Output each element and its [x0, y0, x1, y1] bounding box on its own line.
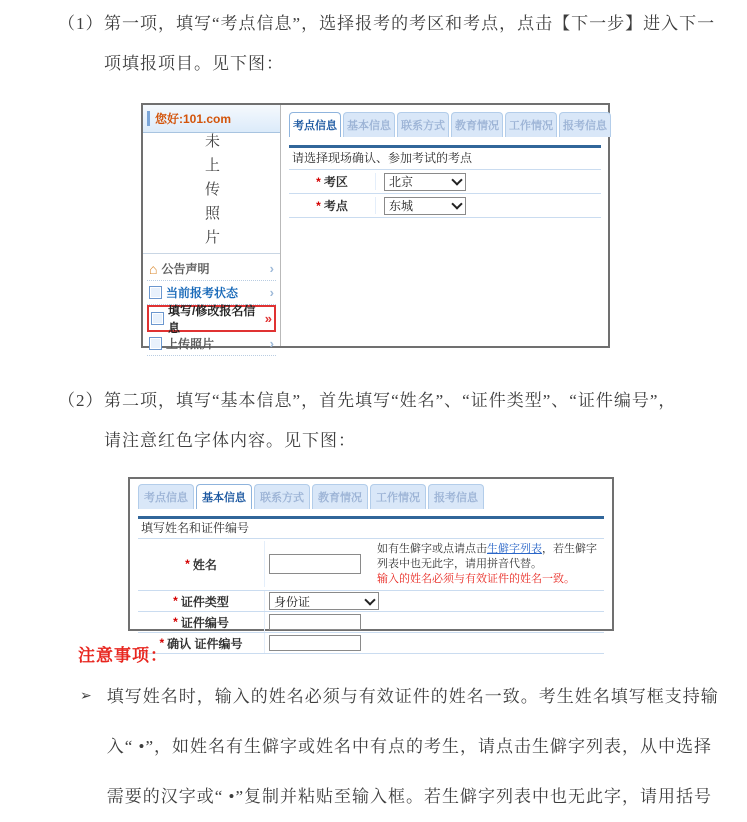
rare-character-list-link[interactable]: 生僻字列表: [487, 543, 542, 555]
form-caption: 请选择现场确认、参加考试的考点: [289, 148, 601, 170]
sidebar-item-announcement[interactable]: [147, 257, 276, 281]
tab-site-info[interactable]: 考点信息: [138, 484, 194, 509]
step1-paragraph: [58, 4, 715, 84]
step2-paragraph: [58, 381, 676, 461]
step1-line1: 第一项，填写“考点信息”，选择报考的考区和考点，点击【下一步】进入下一: [104, 14, 716, 33]
name-help: [377, 541, 604, 587]
bullet-line2: 入“ •”，如姓名有生僻字或姓名中有点的考生，请点击生僻字列表，从中选择: [106, 737, 713, 756]
name-label: * 姓名: [138, 541, 265, 587]
exam-area-value: 北京: [389, 175, 414, 189]
sidebar-item-fill-modify-info[interactable]: [147, 303, 276, 335]
required-asterisk: *: [316, 175, 321, 189]
id-number-label: * 证件编号: [138, 612, 265, 632]
photo-placeholder-text: 未上传照片: [203, 133, 220, 253]
tab-work-info[interactable]: 工作情况: [370, 484, 426, 509]
tab-bar: [130, 484, 612, 509]
doc-icon: [149, 286, 162, 299]
sidebar-item-label: 填写/修改报名信息: [168, 303, 256, 335]
name-help-warning: 输入的姓名必须与有效证件的姓名一致。: [377, 573, 575, 585]
id-type-value: 身份证: [274, 594, 311, 609]
greeting-accent-bar: [147, 111, 150, 126]
name-row: [138, 539, 604, 591]
notice-bullet: [80, 672, 719, 822]
tab-education-info[interactable]: 教育情况: [451, 112, 503, 137]
sidebar: [143, 105, 281, 351]
doc-icon: [149, 337, 162, 350]
id-type-select[interactable]: [269, 592, 379, 610]
required-asterisk: *: [173, 594, 178, 608]
bullet-line1: 填写姓名时，输入的姓名必须与有效证件的姓名一致。考生姓名填写框支持输: [106, 687, 719, 706]
tab-contact-info[interactable]: 联系方式: [397, 112, 449, 137]
step2-line1: 第二项，填写“基本信息”，首先填写“姓名”、“证件类型”、“证件编号”，: [104, 391, 677, 410]
doc-icon: [151, 312, 164, 325]
exam-site-row: [289, 194, 601, 218]
screenshot-exam-site-info: [141, 103, 610, 351]
id-number-input[interactable]: [269, 614, 361, 630]
exam-site-label: * 考点: [289, 197, 376, 214]
step2-number: （2）: [58, 391, 104, 410]
exam-area-row: [289, 170, 601, 194]
sidebar-item-label: 公告声明: [161, 262, 210, 276]
step2-line2: 请注意红色字体内容。见下图：: [104, 431, 356, 450]
screenshot-basic-info: [128, 477, 614, 651]
confirm-id-number-row: [138, 633, 604, 654]
chevron-right-icon: ›: [269, 285, 274, 300]
required-asterisk: *: [316, 199, 321, 213]
name-help-text: 如有生僻字或点请点击生僻字列表，若生僻字列表中也无此字，请用拼音代替。: [377, 543, 597, 570]
required-asterisk: *: [159, 636, 165, 650]
sidebar-item-label: 当前报考状态: [166, 286, 239, 300]
greeting-text: 您好:101.com: [155, 112, 232, 126]
tab-contact-info[interactable]: 联系方式: [254, 484, 310, 509]
photo-placeholder: [143, 133, 280, 253]
chevron-right-icon: »: [264, 311, 272, 326]
chevron-down-icon: [451, 174, 462, 185]
confirm-id-number-label: * 确认 证件编号: [138, 633, 265, 653]
exam-site-select[interactable]: [384, 197, 466, 215]
chevron-down-icon: [451, 198, 462, 209]
name-input[interactable]: [269, 554, 361, 574]
tab-site-info[interactable]: 考点信息: [289, 112, 341, 137]
confirm-id-number-cell: [265, 635, 377, 651]
name-input-cell: [265, 541, 377, 587]
greeting-bar: [143, 105, 280, 133]
tab-basic-info[interactable]: 基本信息: [343, 112, 395, 137]
sidebar-menu: [143, 253, 280, 356]
tab-work-info[interactable]: 工作情况: [505, 112, 557, 137]
required-asterisk: *: [173, 615, 178, 629]
id-number-row: [138, 612, 604, 633]
notice-heading: 注意事项：: [78, 646, 168, 665]
step1-number: （1）: [58, 14, 104, 33]
exam-area-select[interactable]: [384, 173, 466, 191]
chevron-right-icon: ›: [269, 336, 274, 351]
tab-application-info[interactable]: 报考信息: [428, 484, 484, 509]
main-panel: [281, 105, 608, 346]
tab-basic-info[interactable]: 基本信息: [196, 484, 252, 509]
tab-bar: [281, 112, 608, 137]
basic-info-form: [138, 516, 604, 654]
home-icon: ⌂: [149, 260, 158, 277]
chevron-down-icon: [364, 594, 375, 605]
chevron-right-icon: ›: [269, 261, 274, 276]
confirm-id-number-input[interactable]: [269, 635, 361, 651]
exam-area-label: * 考区: [289, 173, 376, 190]
id-number-cell: [265, 614, 377, 630]
sidebar-item-label: 上传照片: [166, 337, 215, 351]
required-asterisk: *: [185, 557, 190, 571]
site-form: [289, 145, 601, 218]
bullet-arrow-icon: ➢: [80, 689, 93, 704]
tab-application-info[interactable]: 报考信息: [559, 112, 611, 137]
tab-education-info[interactable]: 教育情况: [312, 484, 368, 509]
id-type-row: [138, 591, 604, 612]
exam-site-value: 东城: [389, 199, 414, 213]
bullet-line3: 需要的汉字或“ •”复制并粘贴至输入框。若生僻字列表中也无此字，请用括号: [106, 787, 713, 806]
id-type-label: * 证件类型: [138, 591, 265, 611]
sidebar-item-upload-photo[interactable]: [147, 332, 276, 356]
step1-line2: 项填报项目。见下图：: [104, 54, 284, 73]
form-caption: 填写姓名和证件编号: [138, 519, 604, 539]
